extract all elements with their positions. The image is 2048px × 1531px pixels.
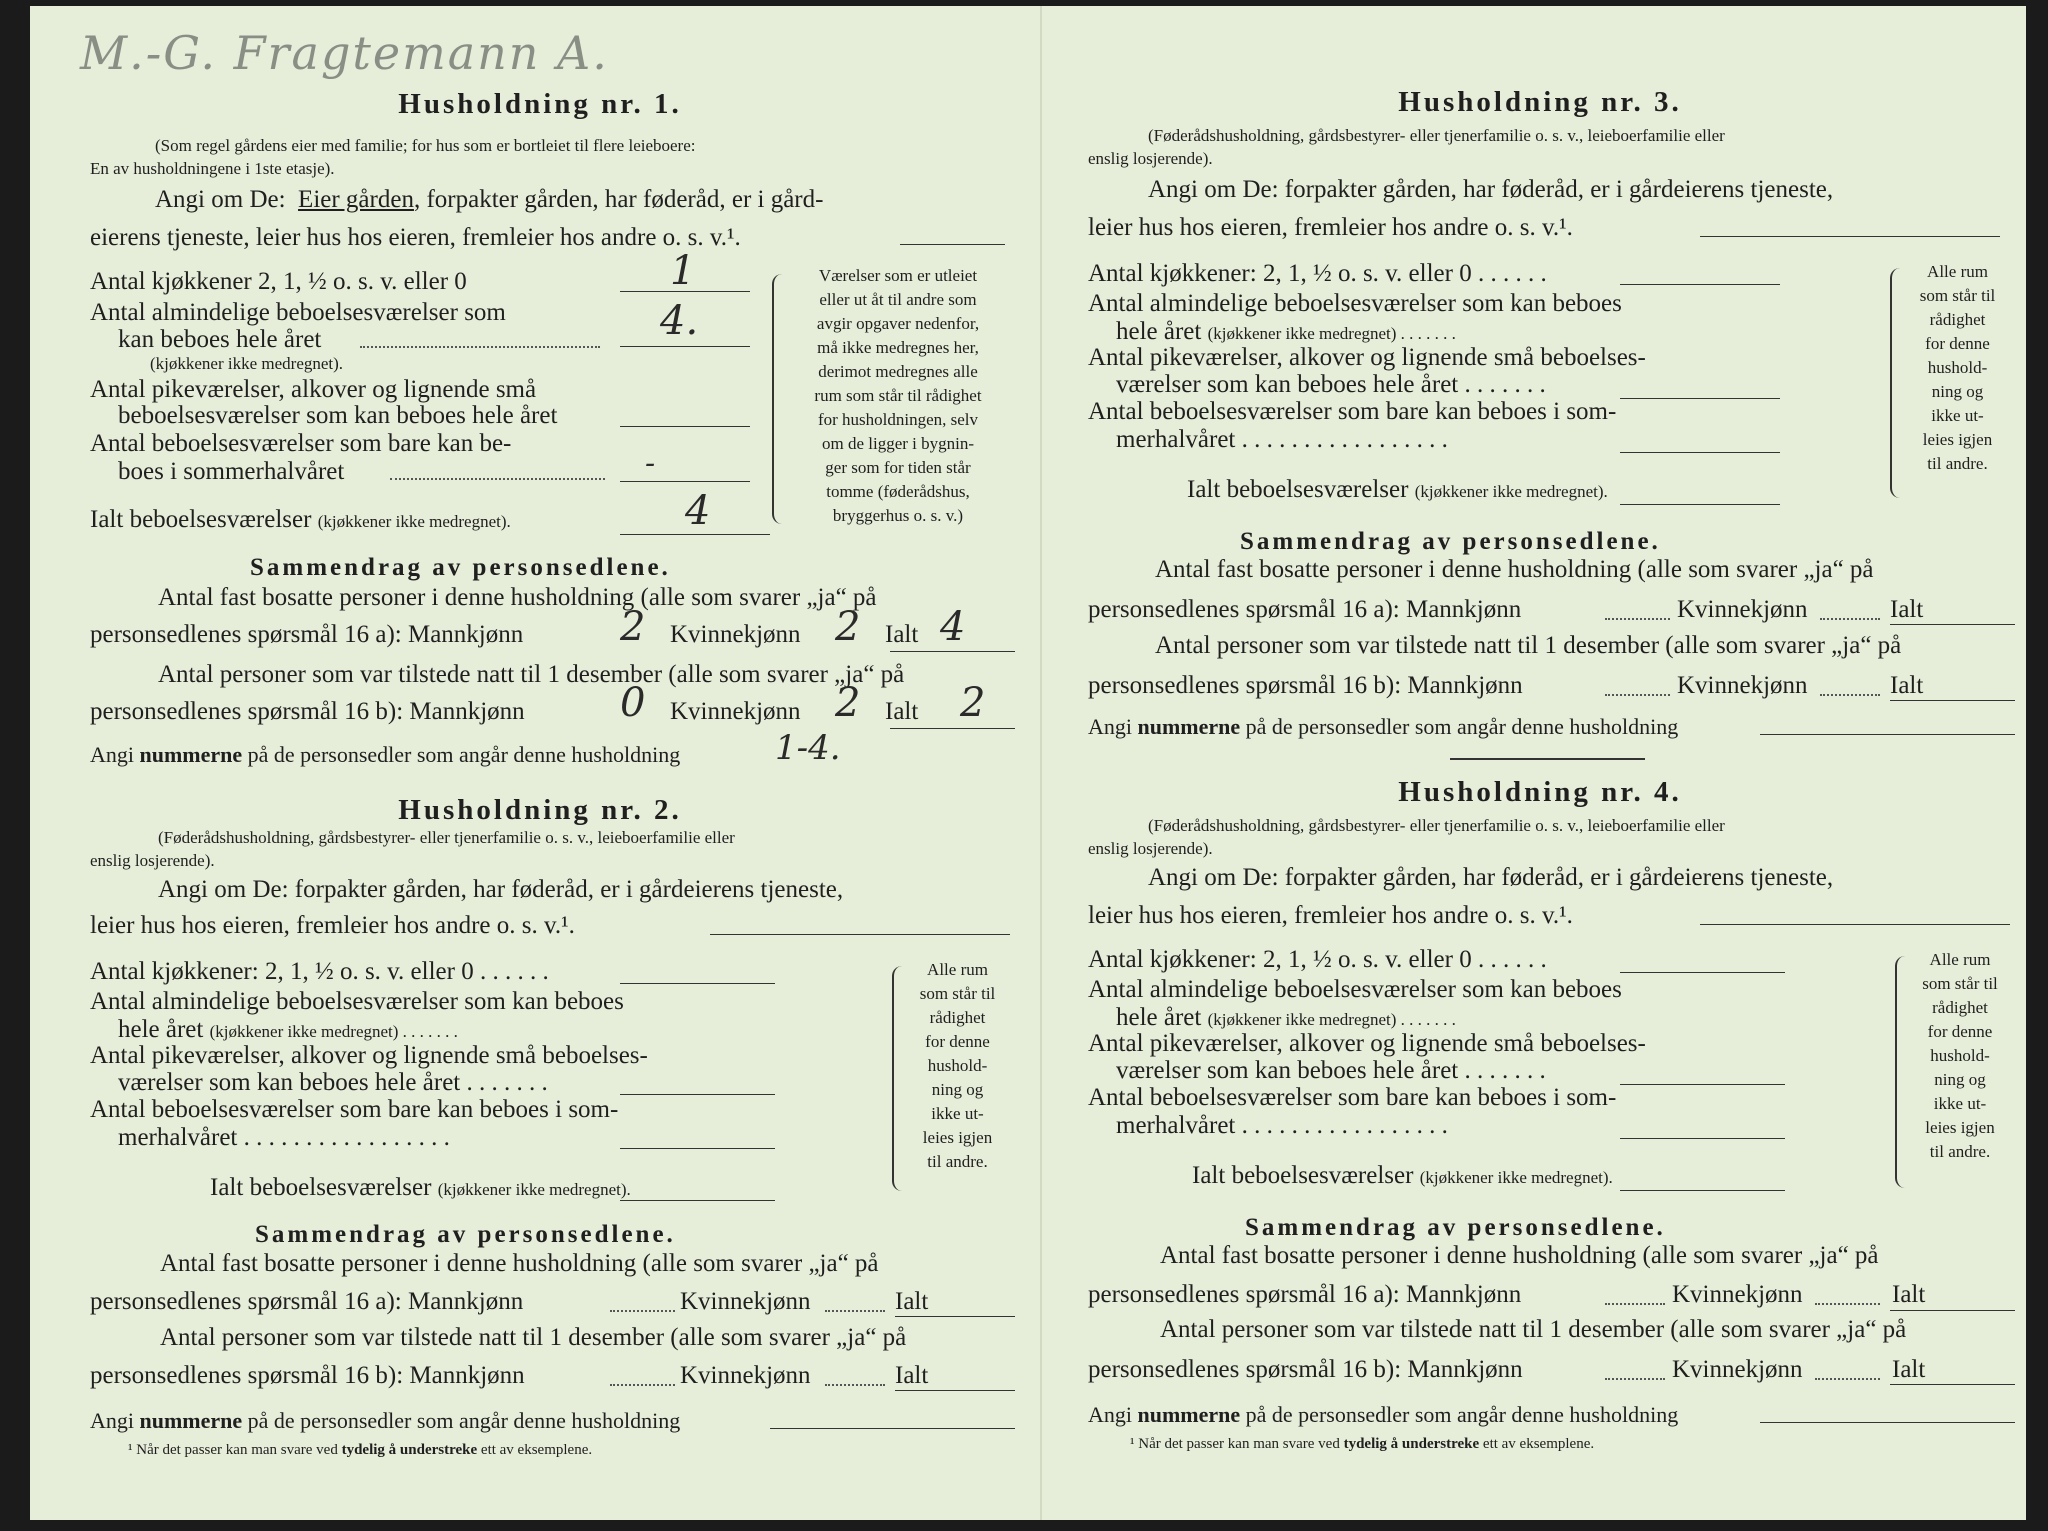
h1-angi-line2: eierens tjeneste, leier hus hos eieren, fremleier hos andre o. s. v.¹. — [90, 224, 741, 251]
h1-16a-male-value: 2 — [620, 604, 646, 650]
h2-maid-rooms-label-b: værelser som kan beboes hele året . . . . . . . — [118, 1069, 548, 1096]
h2-summer-rooms-label-a: Antal beboelsesværelser som bare kan beboes i som- — [90, 1096, 619, 1123]
h3-rooms-label-a: Antal almindelige beboelsesværelser som kan beboes — [1088, 290, 1622, 317]
h4-footnote: ¹ Når det passer kan man svare ved tydelig å understreke ett av eksemplene. — [1130, 1436, 1595, 1452]
h3-16b-female-label: Kvinnekjønn — [1677, 672, 1808, 699]
h3-16a-line1: Antal fast bosatte personer i denne husholdning (alle som svarer „ja“ på — [1155, 556, 1874, 583]
h4-maid-rooms-label-b: værelser som kan beboes hele året . . . . . . . — [1116, 1057, 1546, 1084]
h3-16a-line2: personsedlenes spørsmål 16 a): Mannkjønn — [1088, 596, 1522, 623]
h2-total-rooms-label: Ialt beboelsesværelser (kjøkkener ikke medregnet). — [210, 1174, 631, 1201]
handwritten-signature: M.-G. Fragtemann A. — [80, 26, 609, 80]
h1-note-line1: (Som regel gårdens eier med familie; for hus som er bortleiet til flere leieboere: — [155, 136, 696, 155]
h4-summer-rooms-label-b: merhalvåret . . . . . . . . . . . . . . . . . — [1116, 1112, 1448, 1139]
h1-16b-line1: Antal personer som var tilstede natt til 1 desember (alle som svarer „ja“ på — [158, 661, 905, 688]
h4-total-rooms-label: Ialt beboelsesværelser (kjøkkener ikke medregnet). — [1192, 1162, 1613, 1189]
h4-side-note: Alle rum som står til rådighet for denne hushold- ning og ikke ut- leies igjen til andre. — [1922, 950, 1998, 1161]
h2-16a-female-label: Kvinnekjønn — [680, 1288, 811, 1315]
h4-16b-line1: Antal personer som var tilstede natt til 1 desember (alle som svarer „ja“ på — [1160, 1316, 1907, 1343]
h4-summer-rooms-label-a: Antal beboelsesværelser som bare kan beboes i som- — [1088, 1084, 1617, 1111]
h4-16a-female-label: Kvinnekjønn — [1672, 1281, 1803, 1308]
h1-16b-female-label: Kvinnekjønn — [670, 698, 801, 725]
h4-note-line2: enslig losjerende). — [1088, 839, 1213, 858]
h2-rooms-label-b: hele året (kjøkkener ikke medregnet) . . . . . . . — [118, 1016, 458, 1043]
h1-16a-line2: personsedlenes spørsmål 16 a): Mannkjønn — [90, 621, 524, 648]
h3-16a-female-label: Kvinnekjønn — [1677, 596, 1808, 623]
h2-summary-title: Sammendrag av personsedlene. — [255, 1221, 676, 1248]
h3-16a-total-label: Ialt — [1890, 596, 1924, 623]
h4-16a-line2: personsedlenes spørsmål 16 a): Mannkjønn — [1088, 1281, 1522, 1308]
h3-maid-rooms-label-a: Antal pikeværelser, alkover og lignende små beboelses- — [1088, 344, 1646, 371]
h2-rooms-label-a: Antal almindelige beboelsesværelser som kan beboes — [90, 988, 624, 1015]
h4-note-line1: (Føderådshusholdning, gårdsbestyrer- eller tjenerfamilie o. s. v., leieboerfamilie eller — [1148, 816, 1725, 835]
page-fold — [1040, 6, 1042, 1520]
h1-kitchens-label: Antal kjøkkener 2, 1, ½ o. s. v. eller 0 — [90, 268, 467, 295]
h2-kitchens-label: Antal kjøkkener: 2, 1, ½ o. s. v. eller 0 . . . . . . — [90, 958, 549, 985]
h4-16a-total-label: Ialt — [1892, 1281, 1926, 1308]
h4-16b-total-label: Ialt — [1892, 1356, 1926, 1383]
h1-16a-total-value: 4 — [940, 604, 966, 650]
h2-angi-line1: Angi om De: forpakter gården, har føderåd, er i gårdeierens tjeneste, — [158, 876, 844, 903]
h1-maid-rooms-label-a: Antal pikeværelser, alkover og lignende små — [90, 376, 537, 403]
h1-side-note: Værelser som er utleiet eller ut åt til andre som avgir opgaver nedenfor, må ikke medregnes her, derimot medregnes alle rum som står til rådighet for husholdningen, selv om de ligger i bygnin- ger som for tiden står tomme (føderådshus, bryggerhus o. s. v.) — [814, 266, 982, 525]
h3-rooms-label-b: hele året (kjøkkener ikke medregnet) . . . . . . . — [1116, 318, 1456, 345]
h2-numbers-label: Angi nummerne på de personsedler som angår denne husholdning — [90, 1408, 681, 1433]
h3-angi-line1: Angi om De: forpakter gården, har føderåd, er i gårdeierens tjeneste, — [1148, 176, 1834, 203]
h2-footnote: ¹ Når det passer kan man svare ved tydelig å understreke ett av eksemplene. — [128, 1442, 593, 1458]
h4-maid-rooms-label-a: Antal pikeværelser, alkover og lignende små beboelses- — [1088, 1030, 1646, 1057]
h2-note-line1: (Føderådshusholdning, gårdsbestyrer- eller tjenerfamilie o. s. v., leieboerfamilie eller — [158, 828, 735, 847]
h4-16a-line1: Antal fast bosatte personer i denne husholdning (alle som svarer „ja“ på — [1160, 1242, 1879, 1269]
h3-total-rooms-label: Ialt beboelsesværelser (kjøkkener ikke medregnet). — [1187, 476, 1608, 503]
h3-16b-line2: personsedlenes spørsmål 16 b): Mannkjønn — [1088, 672, 1523, 699]
h3-16b-line1: Antal personer som var tilstede natt til 1 desember (alle som svarer „ja“ på — [1155, 632, 1902, 659]
h4-angi-line2: leier hus hos eieren, fremleier hos andre o. s. v.¹. — [1088, 902, 1573, 929]
h2-side-note: Alle rum som står til rådighet for denne hushold- ning og ikke ut- leies igjen til andre. — [919, 960, 996, 1171]
h1-16b-female-value: 2 — [835, 680, 861, 726]
h1-16a-female-value: 2 — [835, 604, 861, 650]
h4-16b-female-label: Kvinnekjønn — [1672, 1356, 1803, 1383]
section-separator — [1450, 758, 1645, 760]
h1-16a-total-label: Ialt — [885, 621, 919, 648]
h3-summary-title: Sammendrag av personsedlene. — [1240, 528, 1661, 555]
census-sheet — [30, 6, 2026, 1520]
h1-16b-total-value: 2 — [960, 680, 986, 726]
h1-owner-option-underlined: Eier gården — [298, 186, 414, 213]
h1-summer-rooms-value: - — [645, 446, 656, 481]
h1-rooms-value: 4. — [660, 298, 699, 344]
h1-rooms-label-c: (kjøkkener ikke medregnet). — [150, 354, 344, 373]
h1-total-rooms-label: Ialt beboelsesværelser (kjøkkener ikke medregnet). — [90, 506, 511, 533]
h3-summer-rooms-label-b: merhalvåret . . . . . . . . . . . . . . . . . — [1116, 426, 1448, 453]
h1-summer-rooms-label-a: Antal beboelsesværelser som bare kan be- — [90, 430, 512, 457]
h3-side-note: Alle rum som står til rådighet for denne hushold- ning og ikke ut- leies igjen til andre. — [1919, 262, 1996, 473]
h1-kitchens-value: 1 — [670, 248, 696, 294]
h4-rooms-label-b: hele året (kjøkkener ikke medregnet) . . . . . . . — [1116, 1004, 1456, 1031]
h2-16b-female-label: Kvinnekjønn — [680, 1362, 811, 1389]
h1-angi-line1: Angi om De: Eier gården, forpakter gården, har føderåd, er i gård- — [155, 186, 824, 213]
h3-kitchens-label: Antal kjøkkener: 2, 1, ½ o. s. v. eller 0 . . . . . . — [1088, 260, 1547, 287]
h4-summary-title: Sammendrag av personsedlene. — [1245, 1214, 1666, 1241]
h2-16a-line1: Antal fast bosatte personer i denne husholdning (alle som svarer „ja“ på — [160, 1250, 879, 1277]
h3-numbers-label: Angi nummerne på de personsedler som angår denne husholdning — [1088, 714, 1679, 739]
h4-numbers-label: Angi nummerne på de personsedler som angår denne husholdning — [1088, 1402, 1679, 1427]
h1-note-line2: En av husholdningene i 1ste etasje). — [90, 159, 335, 178]
h1-16a-line1: Antal fast bosatte personer i denne husholdning (alle som svarer „ja“ på — [158, 584, 877, 611]
h3-note-line2: enslig losjerende). — [1088, 149, 1213, 168]
h1-16a-female-label: Kvinnekjønn — [670, 621, 801, 648]
h1-summer-rooms-label-b: boes i sommerhalvåret — [118, 458, 345, 485]
h3-note-line1: (Føderådshusholdning, gårdsbestyrer- eller tjenerfamilie o. s. v., leieboerfamilie eller — [1148, 126, 1725, 145]
h1-summary-title: Sammendrag av personsedlene. — [250, 554, 671, 581]
h1-rooms-label-b: kan beboes hele året — [118, 326, 322, 353]
h1-maid-rooms-label-b: beboelsesværelser som kan beboes hele året — [118, 402, 558, 429]
h1-numbers-label: Angi nummerne på de personsedler som angår denne husholdning — [90, 742, 681, 767]
h1-rooms-label-a: Antal almindelige beboelsesværelser som — [90, 299, 506, 326]
h2-16b-total-label: Ialt — [895, 1362, 929, 1389]
h4-kitchens-label: Antal kjøkkener: 2, 1, ½ o. s. v. eller 0 . . . . . . — [1088, 946, 1547, 973]
h3-maid-rooms-label-b: værelser som kan beboes hele året . . . . . . . — [1116, 371, 1546, 398]
h4-16b-line2: personsedlenes spørsmål 16 b): Mannkjønn — [1088, 1356, 1523, 1383]
household-3-title: Husholdning nr. 3. — [1398, 86, 1682, 118]
h1-total-rooms-value: 4 — [685, 488, 711, 534]
h3-angi-line2: leier hus hos eieren, fremleier hos andre o. s. v.¹. — [1088, 214, 1573, 241]
h3-summer-rooms-label-a: Antal beboelsesværelser som bare kan beboes i som- — [1088, 398, 1617, 425]
h2-note-line2: enslig losjerende). — [90, 851, 215, 870]
household-2-title: Husholdning nr. 2. — [398, 794, 682, 826]
h2-16b-line1: Antal personer som var tilstede natt til 1 desember (alle som svarer „ja“ på — [160, 1324, 907, 1351]
h4-rooms-label-a: Antal almindelige beboelsesværelser som kan beboes — [1088, 976, 1622, 1003]
h2-summer-rooms-label-b: merhalvåret . . . . . . . . . . . . . . . . . — [118, 1124, 450, 1151]
h2-16a-line2: personsedlenes spørsmål 16 a): Mannkjønn — [90, 1288, 524, 1315]
h3-16b-total-label: Ialt — [1890, 672, 1924, 699]
h2-angi-line2: leier hus hos eieren, fremleier hos andre o. s. v.¹. — [90, 912, 575, 939]
household-4-title: Husholdning nr. 4. — [1398, 776, 1682, 808]
household-1-title: Husholdning nr. 1. — [398, 88, 682, 120]
h1-16b-male-value: 0 — [620, 680, 646, 726]
h2-maid-rooms-label-a: Antal pikeværelser, alkover og lignende små beboelses- — [90, 1042, 648, 1069]
h2-16a-total-label: Ialt — [895, 1288, 929, 1315]
h1-16b-line2: personsedlenes spørsmål 16 b): Mannkjønn — [90, 698, 525, 725]
h1-numbers-value: 1-4. — [775, 728, 841, 768]
h1-16b-total-label: Ialt — [885, 698, 919, 725]
h2-16b-line2: personsedlenes spørsmål 16 b): Mannkjønn — [90, 1362, 525, 1389]
h4-angi-line1: Angi om De: forpakter gården, har føderåd, er i gårdeierens tjeneste, — [1148, 864, 1834, 891]
